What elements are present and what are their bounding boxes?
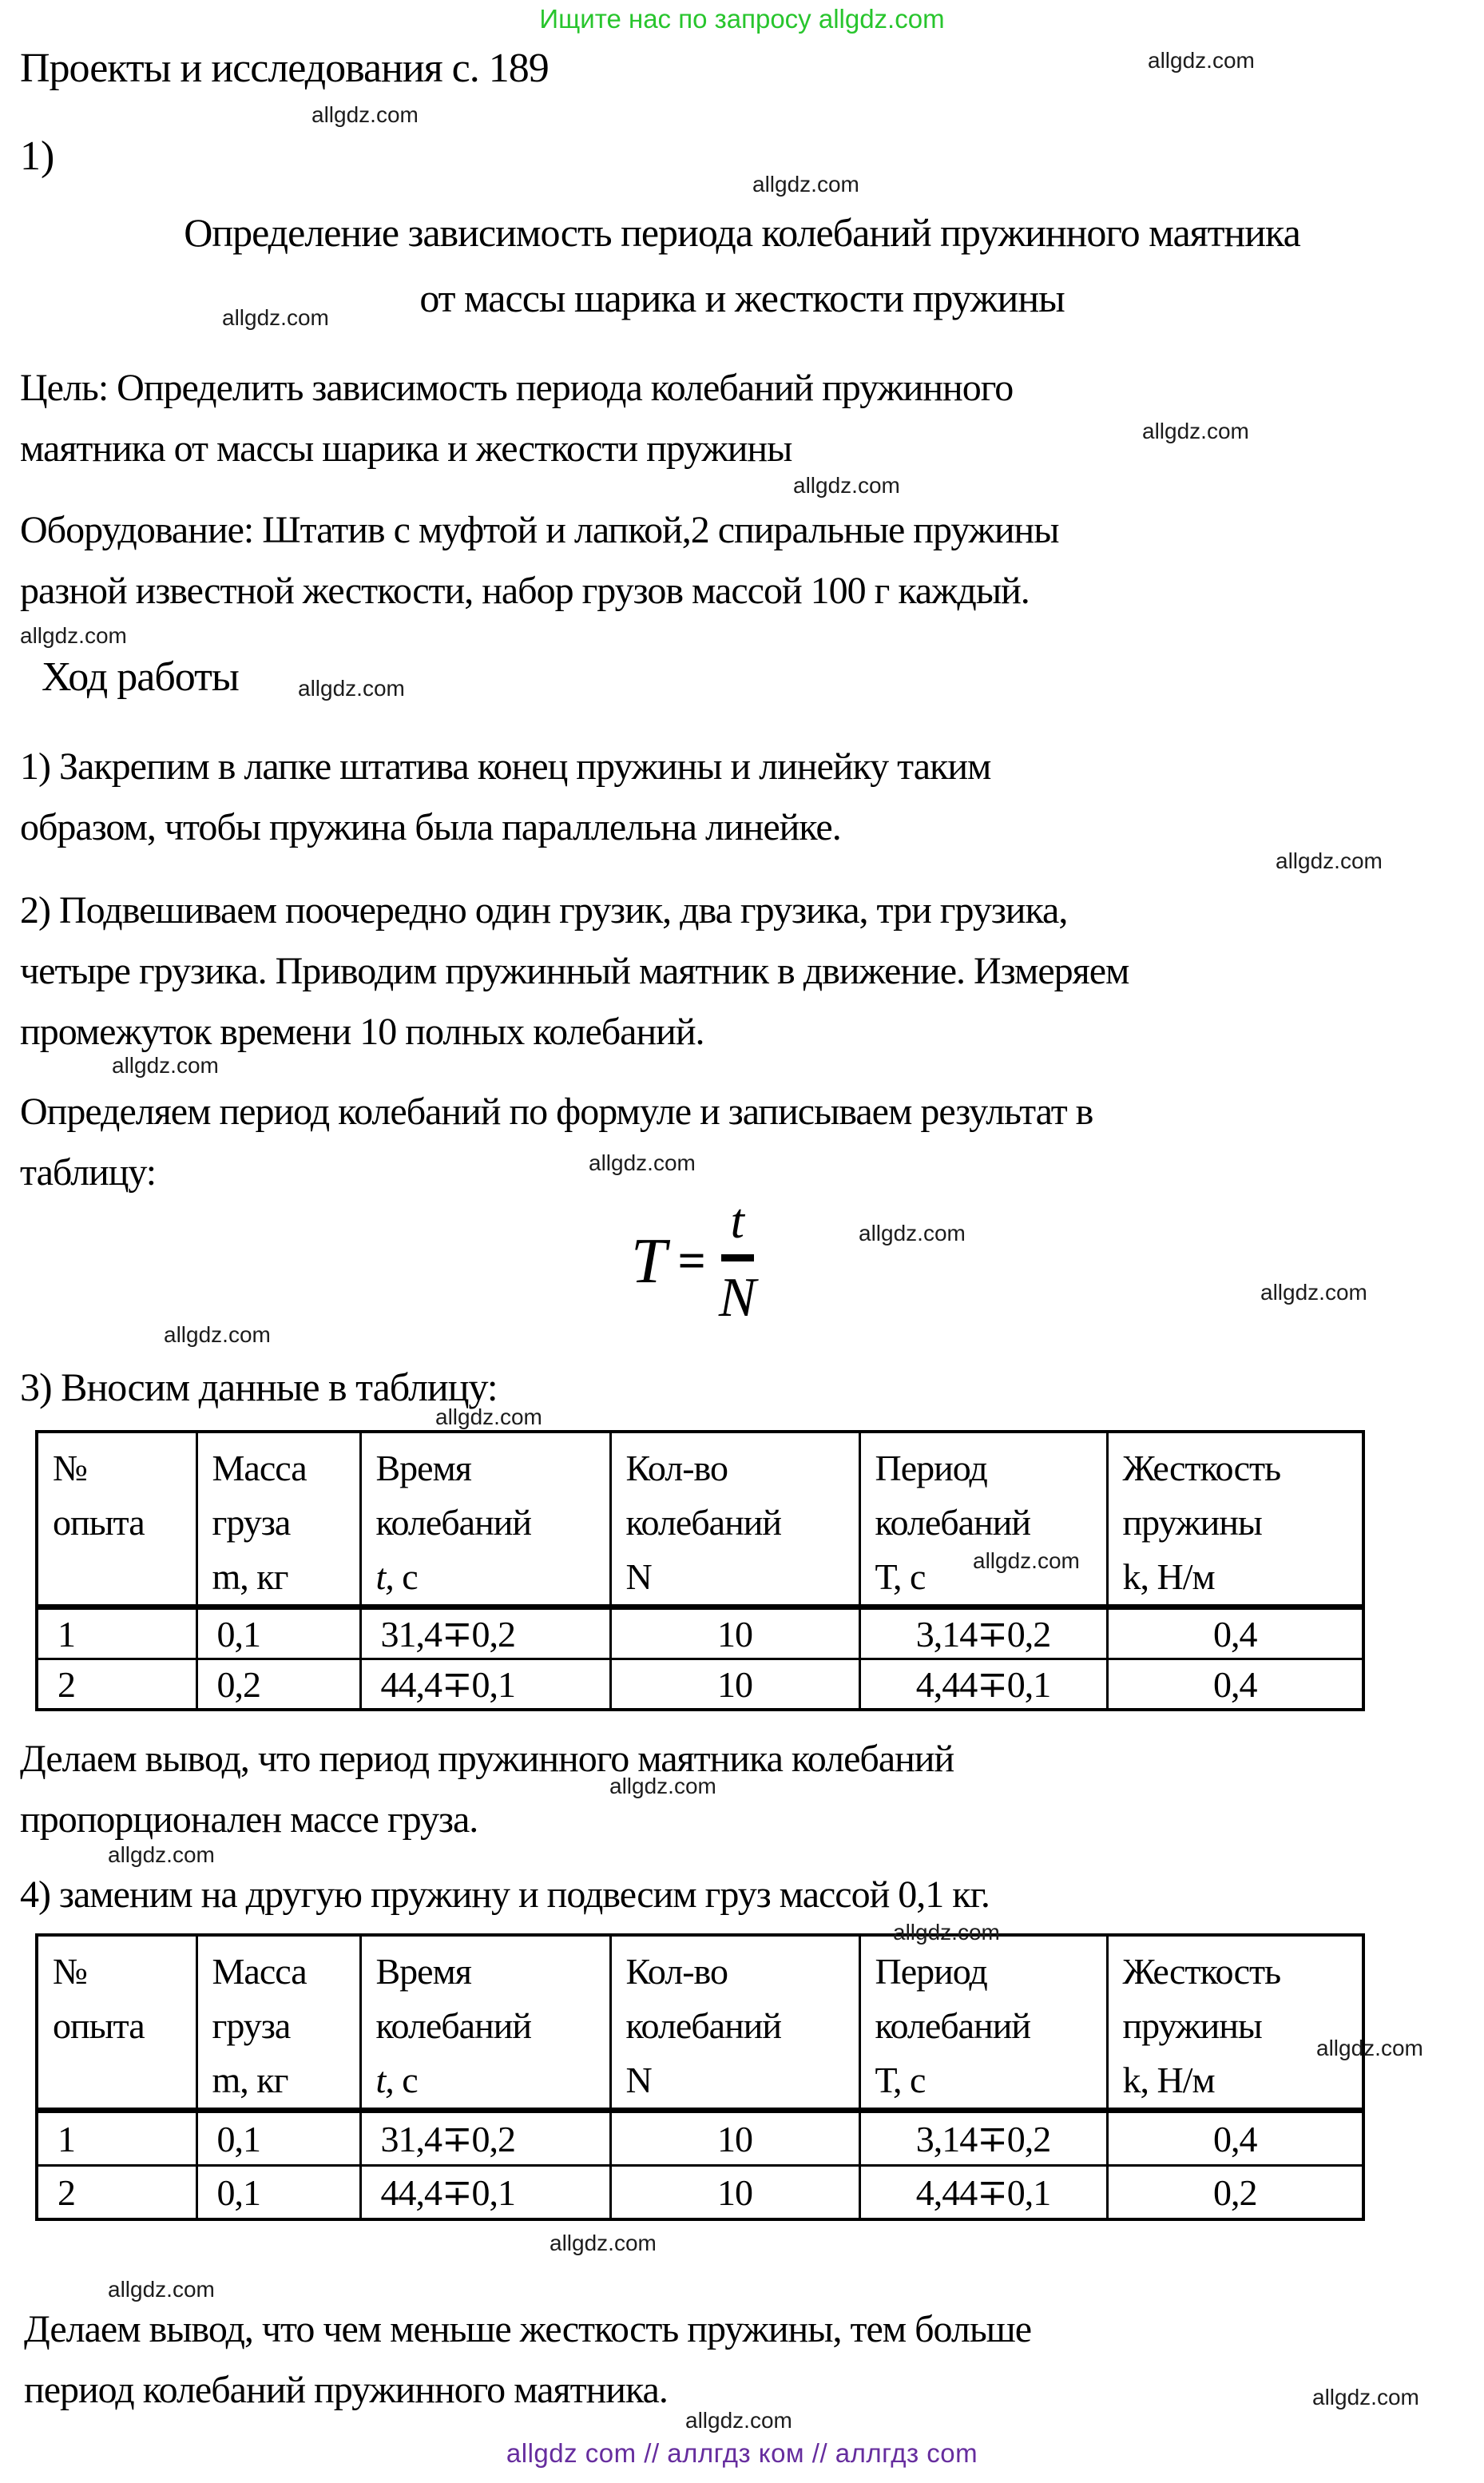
table-row: 2 0,1 44,4∓0,1 10 4,44∓0,1 0,2 [37,2166,1363,2220]
step-4: 4) заменим на другую пружину и подвесим груз массой 0,1 кг. [20,1873,990,1916]
header-cell-period: Период колебаний Т, с [859,1935,1107,2111]
header-cell-time: Время колебаний t, с [360,1935,610,2111]
watermark: allgdz.com [108,2277,215,2302]
conclusion-stiffness-line2: период колебаний пружинного маятника. [24,2369,668,2411]
table-row: 1 0,1 31,4∓0,2 10 3,14∓0,2 0,4 [37,2111,1363,2166]
header-cell-mass: Масса груза m, кг [196,1432,360,1607]
watermark: allgdz.com [550,2231,657,2255]
header-cell-mass: Масса груза m, кг [196,1935,360,2111]
step-2 [20,880,1129,1063]
watermark: allgdz.com [859,1221,966,1245]
formula-intro-line1: Определяем период колебаний по формуле и записываем результат в [20,1091,1093,1133]
watermark: allgdz.com [1312,2385,1419,2410]
formula-fraction [719,1192,756,1332]
header-cell-experiment: № опыта [37,1935,196,2111]
watermark: allgdz.com [973,1548,1080,1573]
conclusion-stiffness [24,2299,1031,2421]
step-3: 3) Вносим данные в таблицу: [20,1365,498,1409]
watermark: allgdz.com [222,305,329,330]
equipment-line1: Оборудование: Штатив с муфтой и лапкой,2 спиральные пружины [20,509,1059,551]
header-cell-count: Кол-во колебаний N [610,1935,859,2111]
header-cell-stiffness: Жесткость пружины k, Н/м [1107,1935,1363,2111]
step2-line1: 2) Подвешиваем поочередно один грузик, два грузика, три грузика, [20,889,1068,932]
goal-paragraph [20,358,1013,479]
watermark: allgdz.com [20,623,127,648]
header-cell-stiffness: Жесткость пружины k, Н/м [1107,1432,1363,1607]
conclusion-stiffness-line1: Делаем вывод, что чем меньше жесткость пружины, тем больше [24,2308,1032,2350]
header-cell-period: Период колебаний Т, с [859,1432,1107,1607]
formula-denominator: N [718,1267,756,1329]
watermark: allgdz.com [311,102,419,127]
work-heading: Ход работы [42,654,239,700]
results-table-stiffness [35,1933,1365,2221]
watermark: allgdz.com [112,1053,219,1078]
lab-title-line1: Определение зависимость периода колебаний пружинного маятника [184,210,1300,255]
step2-line3: промежуток времени 10 полных колебаний. [20,1011,704,1053]
header-cell-time: Время колебаний t, с [360,1432,610,1607]
watermark: allgdz.com [752,172,859,197]
header-cell-count: Кол-во колебаний N [610,1432,859,1607]
step-1 [20,737,990,858]
table-row: 1 0,1 31,4∓0,2 10 3,14∓0,2 0,4 [37,1607,1363,1659]
step2-line2: четыре грузика. Приводим пружинный маятник в движение. Измеряем [20,950,1129,992]
watermark: allgdz.com [164,1322,271,1347]
promo-banner: Ищите нас по запросу allgdz.com [539,4,945,34]
watermark: allgdz.com [1142,419,1249,443]
watermark: allgdz.com [1276,848,1383,873]
step1-line1: 1) Закрепим в лапке штатива конец пружины и линейку таким [20,745,991,788]
conclusion-mass [20,1729,954,1850]
formula-intro-line2: таблицу: [20,1151,157,1194]
equipment-paragraph [20,500,1058,622]
lab-title-line2: от массы шарика и жесткости пружины [419,276,1065,320]
item-number: 1) [20,133,55,179]
goal-line2: маятника от массы шарика и жесткости пружины [20,427,792,470]
conclusion-mass-line1: Делаем вывод, что период пружинного маятника колебаний [20,1738,954,1780]
formula-numerator: t [721,1192,754,1261]
watermark: allgdz.com [1148,48,1255,73]
equals-sign: = [677,1234,706,1289]
results-table-mass [35,1430,1365,1711]
watermark: allgdz.com [685,2408,792,2433]
formula-lhs: T [631,1226,667,1297]
watermark: allgdz.com [108,1842,215,1867]
step1-line2: образом, чтобы пружина была параллельна линейке. [20,806,841,848]
watermark: allgdz.com [893,1920,1000,1945]
footer-links: allgdz com // аллгдз ком // аллгдз com [506,2438,978,2468]
table-header-row [37,1432,1363,1607]
table-header-row [37,1935,1363,2111]
table-row: 2 0,2 44,4∓0,1 10 4,44∓0,1 0,4 [37,1659,1363,1710]
watermark: allgdz.com [1260,1280,1367,1305]
formula-period [631,1192,756,1332]
watermark: allgdz.com [589,1150,696,1175]
equipment-line2: разной известной жесткости, набор грузов массой 100 г каждый. [20,570,1030,612]
goal-line1: Цель: Определить зависимость периода колебаний пружинного [20,367,1014,409]
watermark: allgdz.com [793,473,900,498]
header-cell-experiment: № опыта [37,1432,196,1607]
watermark: allgdz.com [1316,2036,1423,2060]
watermark: allgdz.com [609,1774,716,1798]
watermark: allgdz.com [298,676,405,701]
formula-intro [20,1082,1093,1203]
watermark: allgdz.com [435,1404,542,1429]
page-title: Проекты и исследования с. 189 [20,46,549,91]
conclusion-mass-line2: пропорционален массе груза. [20,1798,478,1841]
